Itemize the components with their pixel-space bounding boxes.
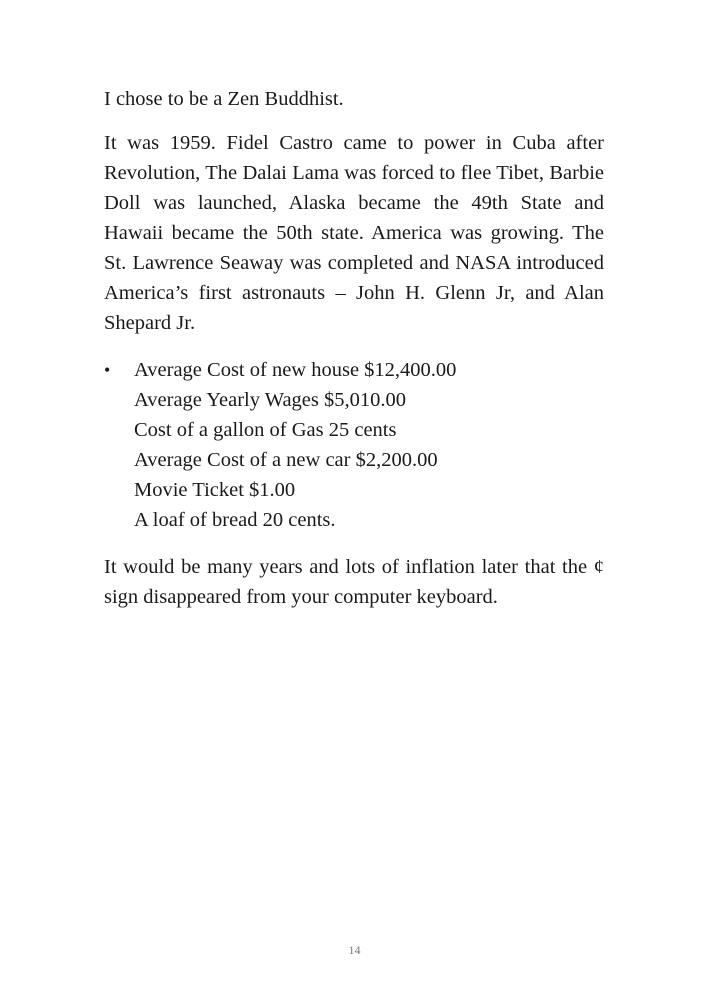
- paragraph-intro: I chose to be a Zen Buddhist.: [104, 88, 344, 110]
- list-item: Average Cost of new house $12,400.00: [134, 359, 457, 381]
- paragraph-1959-events: It was 1959. Fidel Castro came to power in Cuba after Revolution, The Dalai Lama was forced to flee Tibet, Barbie Doll was launched, Alaska became the 49th State and Hawaii became the 50th state. America was growing. The St. Lawrence Seaway was completed and NASA introduced America’s first astronauts – John H. Glenn Jr, and Alan Shepard Jr.: [104, 132, 604, 334]
- bullet-icon: •: [104, 360, 111, 380]
- list-item: Cost of a gallon of Gas 25 cents: [134, 419, 397, 441]
- list-item: Average Yearly Wages $5,010.00: [134, 389, 407, 411]
- paragraph-inflation: It would be many years and lots of inflation later that the ¢ sign disappeared from your computer keyboard.: [104, 556, 604, 608]
- list-item: Movie Ticket $1.00: [134, 479, 296, 501]
- price-list-items: [134, 355, 456, 535]
- list-item: A loaf of bread 20 cents.: [134, 509, 336, 531]
- page-number: 14: [348, 943, 361, 957]
- list-item: Average Cost of a new car $2,200.00: [134, 449, 438, 471]
